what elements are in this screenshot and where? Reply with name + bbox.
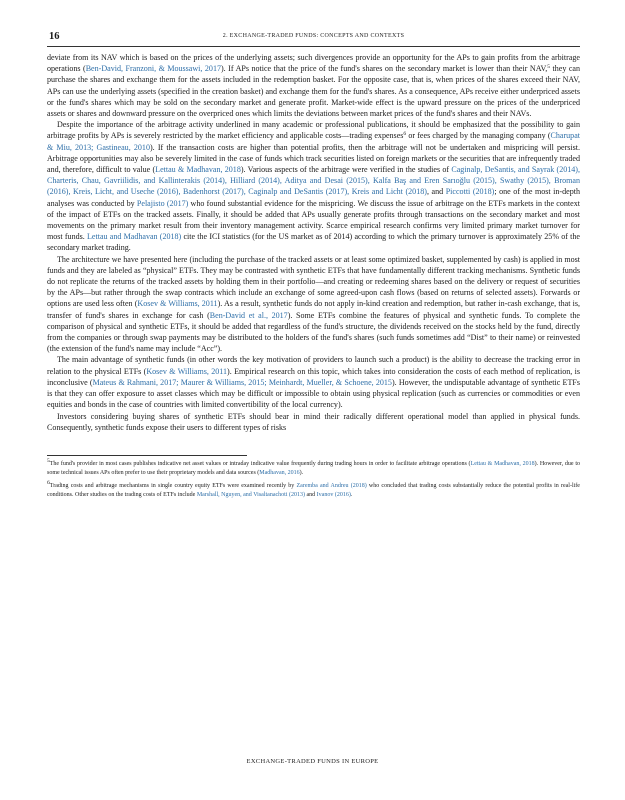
text-run: ). However, due to some technical issues APs often prefer to use their proprietary models and data sources ( bbox=[47, 460, 580, 476]
text-run: The fund's provider in most cases publishes indicative net asset values or intraday indicative value frequently during trading hours in order to facilitate arbitrage operations ( bbox=[49, 460, 471, 467]
text-run: they can purchase the shares and exchange them for the assets included in the redemption basket. For the opposite case, that is, when prices of the shares exceed their NAV, APs can use the underlying assets (specified in the creation basket) and exchange them for the fund's shares. As a consequence, APs receive either underpriced assets or the fund's shares which may be sold on the secondary market and generate profit. Market-wide effect is the upward pressure on the prices of the underpriced assets or shares and downward pressure on the overpriced ones which limits the deviations between market prices of the fund's shares and their NAVs. bbox=[47, 64, 580, 119]
text-run: Despite the importance of the arbitrage activity underlined in many academic or professional publications, it should be emphasized that the possibility to gain arbitrage profits by APs is severely restricted by the market efficiency and applicable costs—trading expenses bbox=[47, 120, 580, 141]
text-run: ). bbox=[299, 469, 304, 476]
citation-link[interactable]: Mateus & Rahmani, 2017; Maurer & Williams, 2015; Meinhardt, Mueller, & Schoene, 2015 bbox=[92, 377, 392, 387]
text-run: ). Some ETFs combine the features of physical and synthetic funds. To complete the comparison of physical and synthetic ETFs, it should be added that regardless of the fund's structure, the dividends received on the stocks held by the fund, directly from the companies or through swap payments may be distributed to the holders of the fund's shares (such funds sometimes add “Dist” to their name) or reinvested (the extension of the fund's name may include “Acc”). bbox=[47, 310, 580, 354]
text-run: ). Empirical research on this topic, which takes into consideration the costs of each method of replication, is inconclusive ( bbox=[47, 366, 580, 387]
footnote-6 bbox=[47, 479, 580, 500]
text-run: ). As a result, synthetic funds do not apply in-kind creation and redemption, but rather in-cash exchange, that is, transfer of fund's shares in exchange for cash ( bbox=[47, 299, 580, 320]
body-text bbox=[47, 52, 580, 433]
citation-link[interactable]: Zaremba and Andreu (2018) bbox=[296, 482, 367, 489]
running-head: 2. EXCHANGE-TRADED FUNDS: CONCEPTS AND CONTEXTS bbox=[222, 33, 405, 39]
page-header bbox=[47, 30, 580, 47]
text-run: , and bbox=[426, 187, 446, 197]
text-run: The architecture we have presented here (including the purchase of the tracked assets or at least some optimized basket, supplemented by cash) is applied in most funds and they are labeled as “physical” ETFs. They may be contrasted with synthetic ETFs that have fundamentally different tracking mechanisms. Synthetic funds do not replicate the returns of the tracked assets by holding them in their portfolio—and creating or redeeming shares based on the delivery or request of securities by the APs—but rather through the swap contracts which include an exchange of some agreed-upon cash flows (based on returns of selected assets). Forwards or options are used less often ( bbox=[47, 254, 580, 309]
text-run: deviate from its NAV which is based on the prices of the underlying assets; such divergences provide an opportunity for the APs to gain profits from the arbitrage operations ( bbox=[47, 53, 580, 74]
text-run: ). If the transaction costs are higher than potential profits, then the arbitrage will not be undertaken and mispricing will persist. Arbitrage opportunities may also be severely limited in the case of funds which track securities listed on foreign markets or the securities that are infrequently traded and, therefore, difficult to value ( bbox=[47, 142, 581, 175]
citation-link[interactable]: Pelajisto (2017) bbox=[136, 198, 189, 208]
citation-link[interactable]: Ben-David et al., 2017 bbox=[209, 310, 288, 320]
text-run: cite the ICI statistics (for the US market as of 2014) according to which the primary turnover is approximately 25% of the secondary market trading. bbox=[47, 232, 580, 253]
text-run: ). However, the undisputable advantage of synthetic ETFs is that they can offer exposure to asset classes which may be difficult or impossible to obtain using physical replication (such as currencies or commodities or even equities and bonds in the case of countries with limited convertibility of the local currency). bbox=[47, 377, 580, 410]
paragraph-1 bbox=[47, 52, 580, 119]
text-run: ). If APs notice that the price of the fund's shares on the secondary market is lower than their NAV, bbox=[221, 64, 548, 74]
citation-link[interactable]: Ben-David, Franzoni, & Moussawi, 2017 bbox=[85, 64, 221, 74]
footnotes bbox=[47, 457, 580, 500]
page-number: 16 bbox=[49, 31, 60, 42]
footnote-ref-5[interactable]: 5 bbox=[547, 64, 551, 71]
paragraph-2 bbox=[47, 119, 580, 253]
text-run: . bbox=[350, 491, 353, 498]
text-run: Trading costs and arbitrage mechanisms in single country equity ETFs were examined recently by bbox=[49, 482, 297, 489]
text-run: or fees charged by the managing company ( bbox=[406, 131, 551, 141]
text-run: ). Various aspects of the arbitrage were verified in the studies of bbox=[240, 165, 452, 175]
text-run: who found substantial evidence for the mispricing. We discuss the issue of arbitrage on the ETFs markets in the context of the impact of ETFs on the tracked assets. Finally, it should be added that APs usually generate profits through transactions on the secondary market and most movements on the primary market result from their inventory management activity. Scarce empirical research confirms very limited primary market turnover for most funds. bbox=[47, 198, 580, 242]
footnote-divider bbox=[47, 455, 247, 456]
text-run: The main advantage of synthetic funds (in other words the key motivation of providers to launch such a product) is the ability to decrease the tracking error in relation to the physical ETFs ( bbox=[47, 355, 580, 376]
footnote-mark: 6 bbox=[47, 479, 50, 486]
citation-link[interactable]: Kosev & Williams, 2011 bbox=[146, 366, 228, 376]
citation-link[interactable]: Madhavan, 2016 bbox=[259, 469, 300, 476]
page bbox=[47, 30, 580, 504]
citation-link[interactable]: Piccotti (2018) bbox=[445, 187, 495, 197]
paragraph-4 bbox=[47, 354, 580, 410]
text-run: who concluded that trading costs substantially reduce the potential profits in real-life conditions. Other studies on the trading costs of ETFs include bbox=[47, 482, 580, 498]
page-footer: EXCHANGE-TRADED FUNDS IN EUROPE bbox=[246, 758, 379, 765]
text-run: Investors considering buying shares of synthetic ETFs should bear in mind their radically different operational model than applied in physical funds. Consequently, synthetic funds expose their users to different types of risks bbox=[47, 411, 580, 432]
footnote-mark: 5 bbox=[47, 457, 50, 464]
citation-link[interactable]: Lettau and Madhavan (2018) bbox=[86, 232, 182, 242]
paragraph-3 bbox=[47, 254, 580, 355]
citation-link[interactable]: Ivanov (2016) bbox=[316, 491, 351, 498]
text-run: ; one of the most in-depth analyses was conducted by bbox=[47, 187, 580, 208]
citation-link[interactable]: Caginalp, DeSantis, and Sayrak (2014), Charteris, Chau, Gavriilidis, and Kallinterakis (2014), Hilliard (2014), Aditya and Desai (2015), Kalfa Baş and Eren Sarıoğlu (2015), Swathy (2015), Broman (2016), Kreis, Licht, and Useche (2016), Badenhorst (2017), Caginalp and DeSantis (2017), Kreis and Licht (2018) bbox=[47, 165, 580, 197]
citation-link[interactable]: Lettau & Madhavan, 2018 bbox=[155, 165, 241, 175]
footnote-ref-6[interactable]: 6 bbox=[403, 131, 407, 138]
citation-link[interactable]: Charupat & Miu, 2013; Gastineau, 2010 bbox=[47, 131, 580, 152]
citation-link[interactable]: Kosev & Williams, 2011 bbox=[137, 299, 218, 309]
citation-link[interactable]: Marshall, Nguyen, and Visaltanachoti (2013) bbox=[196, 491, 305, 498]
citation-link[interactable]: Lettau & Madhavan, 2018 bbox=[470, 460, 535, 467]
paragraph-5 bbox=[47, 411, 580, 433]
footnote-5 bbox=[47, 457, 580, 478]
text-run: and bbox=[304, 491, 317, 498]
